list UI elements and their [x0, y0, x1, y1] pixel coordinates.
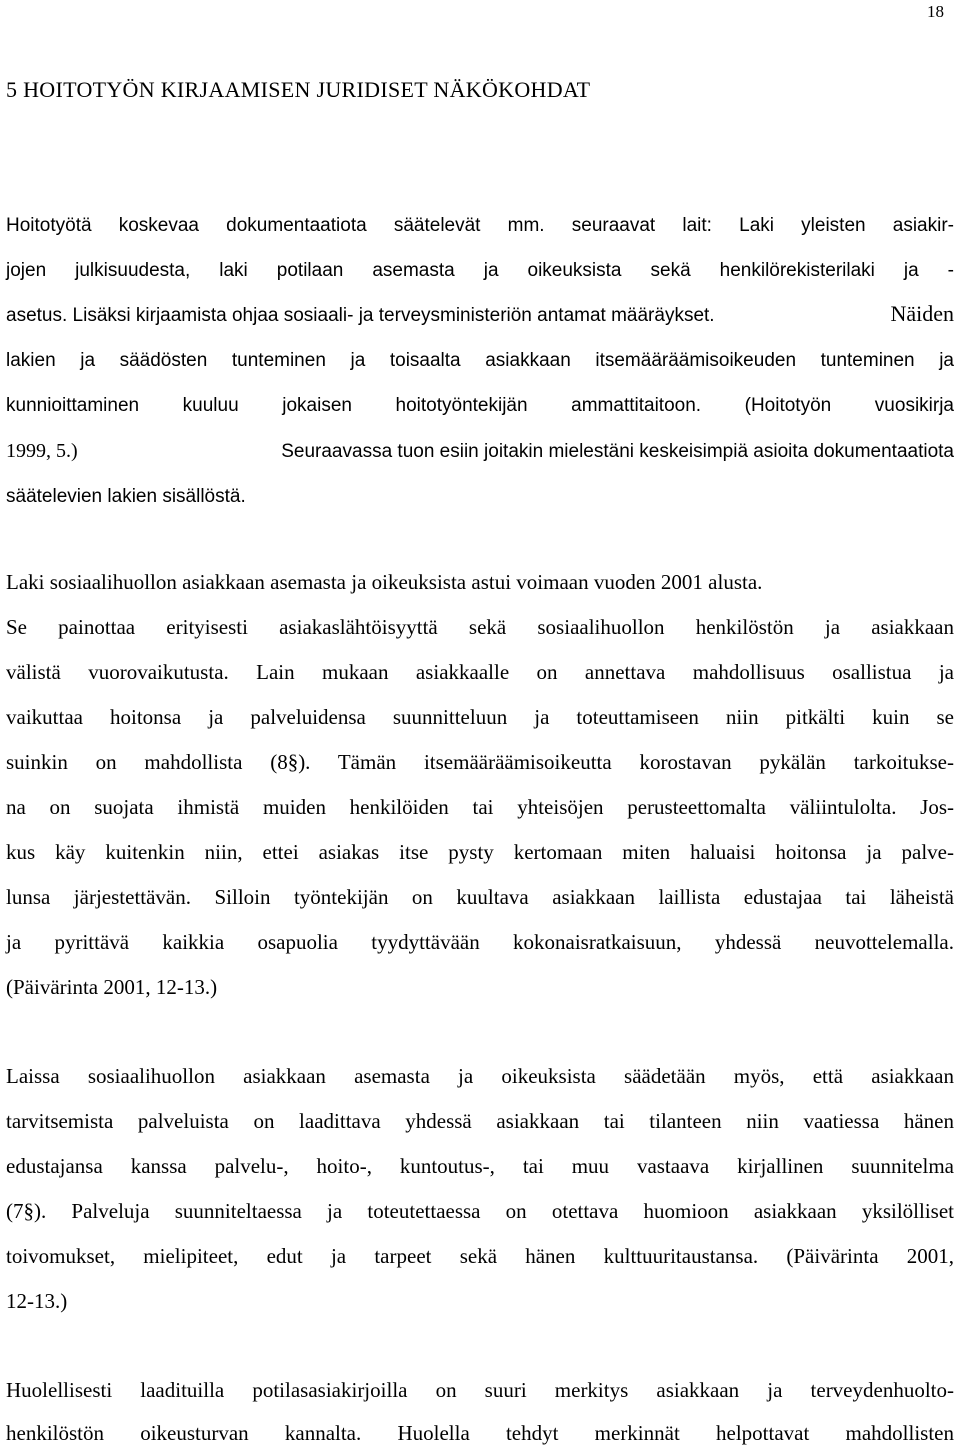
page-number: 18	[927, 2, 944, 21]
text-line: toivomukset, mielipiteet, edut ja tarpeet sekä hänen kulttuuritaustansa. (Päivärinta 2001,	[6, 1244, 954, 1268]
text-line: Näiden	[890, 301, 954, 326]
text-line: suinkin on mahdollista (8§). Tämän itsemääräämisoikeutta korostavan pykälän tarkoitukse-	[6, 750, 954, 774]
text-line: kunnioittaminen kuuluu jokaisen hoitotyöntekijän ammattitaitoon. (Hoitotyön vuosikirja	[6, 395, 954, 416]
text-line: kus käy kuitenkin niin, ettei asiakas itse pysty kertomaan miten haluaisi hoitonsa ja palve-	[6, 840, 954, 864]
text-line: jojen julkisuudesta, laki potilaan asemasta ja oikeuksista sekä henkilörekisterilaki ja -	[6, 260, 954, 281]
text-line: (Päivärinta 2001, 12-13.)	[6, 975, 218, 999]
text-line: henkilöstön oikeusturvan kannalta. Huolella tehdyt merkinnät helpottavat mahdollisten	[6, 1421, 954, 1445]
text-line: Seuraavassa tuon esiin joitakin mielestäni keskeisimpiä asioita dokumentaatiota	[281, 441, 954, 462]
text-line: 12-13.)	[6, 1289, 68, 1313]
text-line: ja pyrittävä kaikkia osapuolia tyydyttävään kokonaisratkaisuun, yhdessä neuvottelemalla.	[6, 930, 954, 954]
text-line: na on suojata ihmistä muiden henkilöiden tai yhteisöjen perusteettomalta väliintulolta. Jos-	[6, 795, 954, 819]
text-line: Se painottaa erityisesti asiakaslähtöisyyttä sekä sosiaalihuollon henkilöstön ja asiakkaan	[6, 615, 954, 639]
text-line: lunsa järjestettävän. Silloin työntekijän on kuultava asiakkaan laillista edustajaa tai läheistä	[6, 885, 954, 909]
text-line: (7§). Palveluja suunniteltaessa ja toteutettaessa on otettava huomioon asiakkaan yksilölliset	[6, 1199, 954, 1223]
text-line: Hoitotyötä koskevaa dokumentaatiota säätelevät mm. seuraavat lait: Laki yleisten asiakir-	[6, 215, 954, 236]
text-line: Laki sosiaalihuollon asiakkaan asemasta ja oikeuksista astui voimaan vuoden 2001 alusta.	[6, 570, 763, 594]
text-line: tarvitsemista palveluista on laadittava yhdessä asiakkaan tai tilanteen niin vaatiessa hänen	[6, 1109, 954, 1133]
text-line: säätelevien lakien sisällöstä.	[6, 486, 246, 507]
text-line: 1999, 5.)	[6, 440, 78, 462]
text-line: Laissa sosiaalihuollon asiakkaan asemasta ja oikeuksista säädetään myös, että asiakkaan	[6, 1064, 954, 1088]
text-line: välistä vuorovaikutusta. Lain mukaan asiakkaalle on annettava mahdollisuus osallistua ja	[6, 660, 954, 684]
text-line: edustajansa kanssa palvelu-, hoito-, kuntoutus-, tai muu vastaava kirjallinen suunnitelma	[6, 1154, 954, 1178]
chapter-heading: 5 HOITOTYÖN KIRJAAMISEN JURIDISET NÄKÖKOHDAT	[6, 77, 591, 102]
text-line: vaikuttaa hoitonsa ja palveluidensa suunnitteluun ja toteuttamiseen niin pitkälti kuin se	[6, 705, 954, 729]
text-line: lakien ja säädösten tunteminen ja toisaalta asiakkaan itsemääräämisoikeuden tunteminen ja	[6, 350, 954, 371]
text-line: Huolellisesti laadituilla potilasasiakirjoilla on suuri merkitys asiakkaan ja terveydenhuolto-	[6, 1378, 954, 1402]
text-line: asetus. Lisäksi kirjaamista ohjaa sosiaali- ja terveysministeriön antamat määräykset.	[6, 305, 715, 326]
